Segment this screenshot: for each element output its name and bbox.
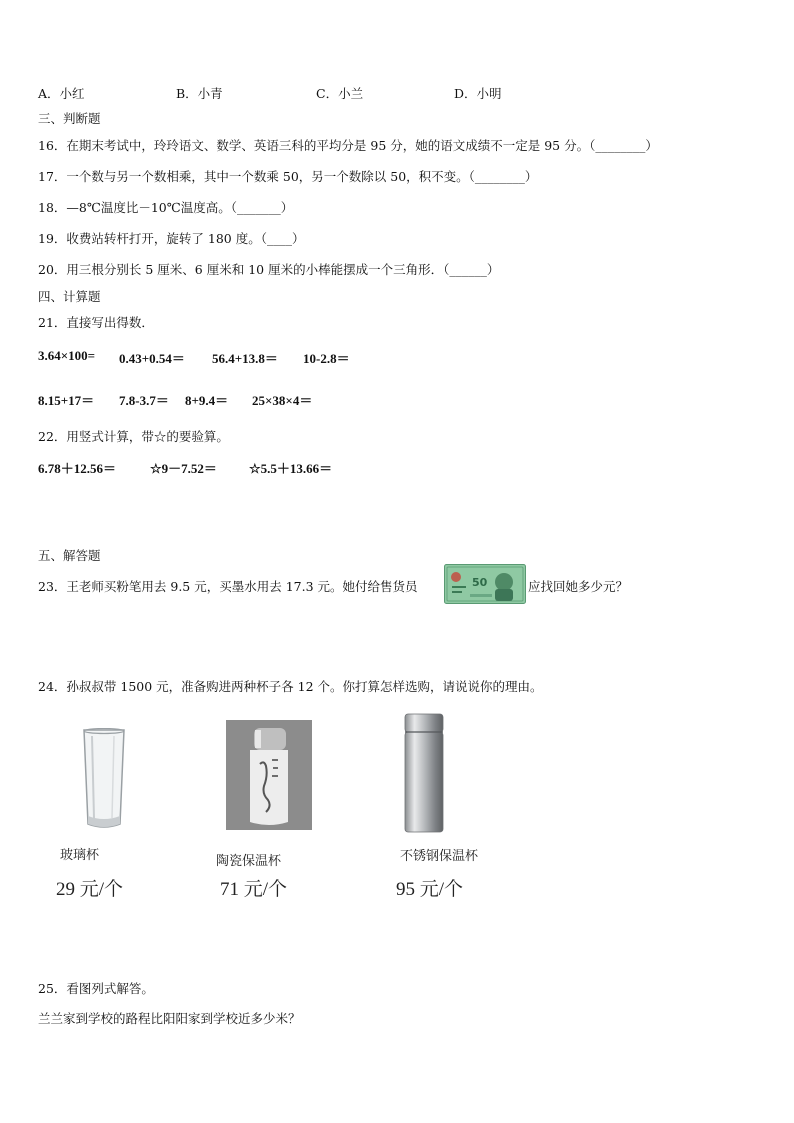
question-19: 19．收费站转杆打开，旋转了 180 度。（____） bbox=[38, 231, 305, 246]
steel-cup-icon bbox=[402, 712, 446, 834]
calc-item: 3.64×100= bbox=[38, 348, 96, 363]
option-a: A．小红 bbox=[38, 86, 85, 101]
question-23-part1: 23．王老师买粉笔用去 9.5 元，买墨水用去 17.3 元。她付给售货员 bbox=[38, 579, 418, 594]
option-b: B．小青 bbox=[176, 86, 223, 101]
question-25-prompt: 兰兰家到学校的路程比阳阳家到学校近多少米？ bbox=[38, 1011, 301, 1026]
glass-cup-icon bbox=[80, 728, 128, 832]
question-22: 22．用竖式计算，带☆的要验算。 bbox=[38, 429, 229, 444]
question-24: 24．孙叔叔带 1500 元，准备购进两种杯子各 12 个。你打算怎样选购，请说说你的理由。 bbox=[38, 679, 543, 694]
ceramic-cup-icon bbox=[226, 720, 312, 830]
calc-item: 25×38×4＝ bbox=[252, 393, 313, 408]
cup-price: 29 元/个 bbox=[56, 879, 124, 900]
calc-item: 8+9.4＝ bbox=[185, 393, 229, 408]
question-25: 25．看图列式解答。 bbox=[38, 981, 154, 996]
calc-item: 7.8-3.7＝ bbox=[119, 393, 169, 408]
calc-item: 56.4+13.8＝ bbox=[212, 351, 278, 366]
calc-item: 0.43+0.54＝ bbox=[119, 351, 185, 366]
question-23-part2: 应找回她多少元？ bbox=[528, 579, 629, 594]
banknote-value: 50 bbox=[472, 576, 488, 589]
cup-price: 95 元/个 bbox=[396, 879, 464, 900]
calc-item: ☆9－7.52＝ bbox=[150, 461, 217, 476]
cup-name: 陶瓷保温杯 bbox=[216, 854, 282, 869]
calc-item: 8.15+17＝ bbox=[38, 393, 95, 408]
section-solve-heading: 五、解答题 bbox=[38, 548, 101, 563]
question-20: 20．用三根分别长 5 厘米、6 厘米和 10 厘米的小棒能摆成一个三角形．（______） bbox=[38, 262, 500, 277]
question-21: 21．直接写出得数． bbox=[38, 315, 154, 330]
cup-name: 不锈钢保温杯 bbox=[400, 849, 479, 864]
banknote-50-icon bbox=[444, 564, 526, 604]
question-16: 16．在期末考试中，玲玲语文、数学、英语三科的平均分是 95 分，她的语文成绩不一定是 95 分。（________） bbox=[38, 138, 658, 153]
section-judge-heading: 三、判断题 bbox=[38, 111, 101, 126]
question-17: 17．一个数与另一个数相乘，其中一个数乘 50，另一个数除以 50，积不变。（________） bbox=[38, 169, 538, 184]
option-d: D．小明 bbox=[454, 86, 502, 101]
section-calc-heading: 四、计算题 bbox=[38, 289, 101, 304]
cup-price: 71 元/个 bbox=[220, 879, 288, 900]
calc-item: ☆5.5＋13.66＝ bbox=[249, 461, 333, 476]
calc-item: 6.78＋12.56＝ bbox=[38, 461, 117, 476]
option-c: C．小兰 bbox=[316, 86, 364, 101]
cup-name: 玻璃杯 bbox=[60, 848, 100, 863]
question-18: 18．—8℃温度比－10℃温度高。（_______） bbox=[38, 200, 294, 215]
calc-item: 10-2.8＝ bbox=[303, 351, 350, 366]
